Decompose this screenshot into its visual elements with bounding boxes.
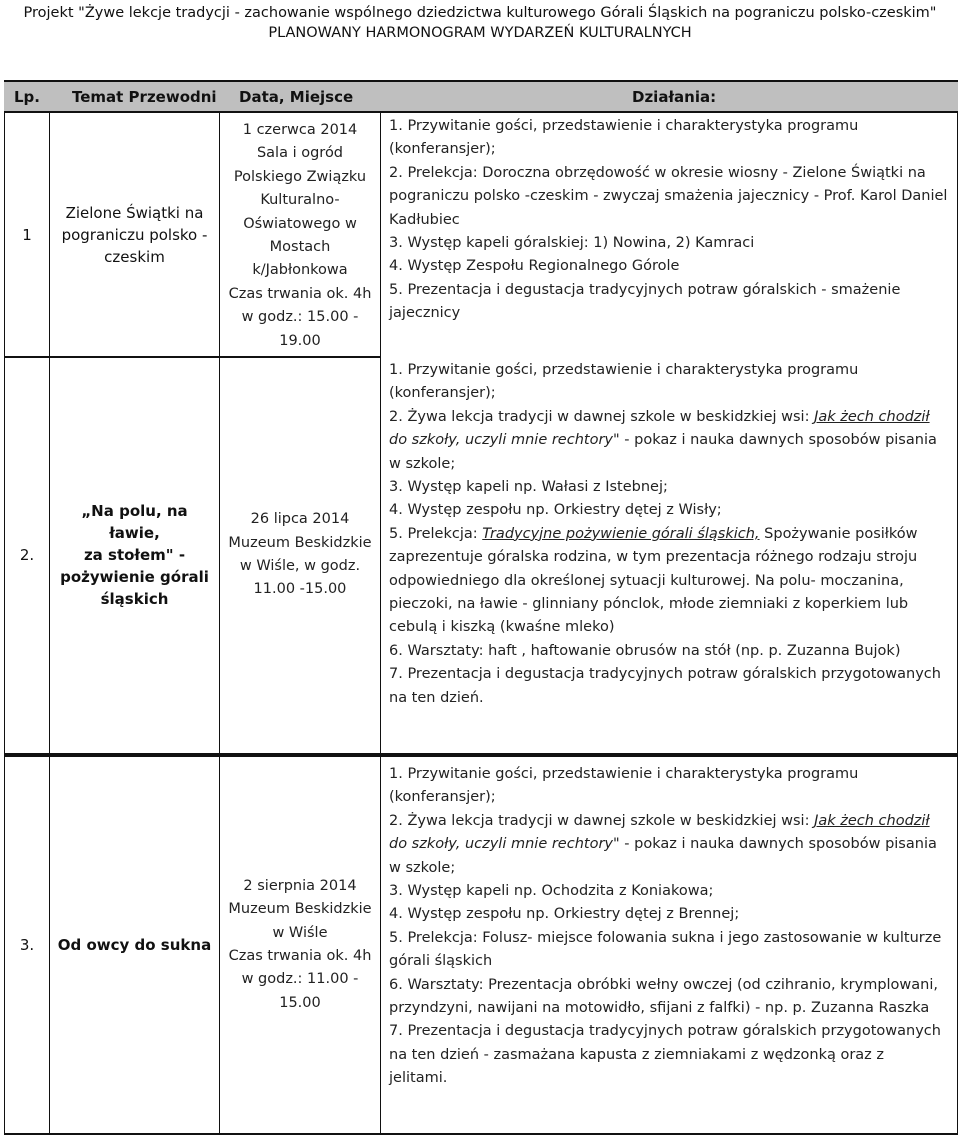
topic-line: śląskich bbox=[100, 590, 169, 608]
action-line: na ten dzień. bbox=[389, 689, 484, 706]
date-line: Czas trwania ok. 4h bbox=[228, 948, 372, 964]
action-text: - pokaz i nauka dawnych sposobów pisania bbox=[619, 432, 937, 449]
date-line: 15.00 bbox=[279, 994, 321, 1011]
action-text: - pokaz i nauka dawnych sposobów pisania bbox=[619, 836, 937, 853]
action-line: 5. Prelekcja: Folusz- miejsce folowania sukna i jego zastosowanie w kulturze bbox=[389, 929, 942, 946]
row-2-topic bbox=[49, 357, 220, 755]
action-line: pieczoki, na ławie - glinniany pónclok, młode ziemniaki z koperkiem lub bbox=[389, 596, 909, 613]
table-header bbox=[4, 80, 958, 113]
row-3-topic bbox=[49, 755, 220, 1135]
action-title-italic: Tradycyjne pożywienie górali śląskich, bbox=[482, 525, 760, 542]
action-line: 6. Warsztaty: Prezentacja obróbki wełny owczej (od czihranio, krymplowani, bbox=[389, 976, 939, 993]
action-line: górali śląskich bbox=[389, 953, 493, 970]
row-2-actions bbox=[380, 357, 958, 755]
action-line: 6. Warsztaty: haft , haftowanie obrusów na stół (np. p. Zuzanna Bujok) bbox=[389, 642, 901, 659]
row-1-date-place bbox=[219, 113, 381, 358]
action-line: odpowiedniego dla określonej sytuacji kulturowej. Na polu- moczanina, bbox=[389, 572, 904, 589]
action-text: Spożywanie posiłków bbox=[759, 525, 918, 542]
action-line: Kadłubiec bbox=[389, 211, 460, 228]
action-line: 4. Występ zespołu np. Orkiestry dętej z Wisły; bbox=[389, 502, 722, 519]
topic-line: pożywienie górali bbox=[60, 568, 209, 586]
action-line bbox=[389, 523, 953, 546]
date-line: w Wiśle bbox=[272, 924, 328, 941]
column-header-topic: Temat Przewodni bbox=[72, 88, 217, 106]
date-line: Oświatowego w bbox=[243, 215, 357, 232]
action-line: 7. Prezentacja i degustacja tradycyjnych potraw góralskich przygotowanych bbox=[389, 666, 941, 683]
action-line: 5. Prezentacja i degustacja tradycyjnych potraw góralskich - smażenie bbox=[389, 281, 901, 298]
action-line bbox=[389, 810, 953, 833]
topic-line: pograniczu polsko - bbox=[61, 225, 208, 244]
action-text: 5. Prelekcja: bbox=[389, 525, 483, 542]
date-line: Mostach bbox=[269, 239, 331, 256]
lp-value: 3. bbox=[19, 936, 35, 954]
action-line: 3. Występ kapeli np. Ochodzita z Koniakowa; bbox=[389, 883, 714, 900]
action-line bbox=[389, 833, 953, 856]
action-line: 4. Występ zespołu np. Orkiestry dętej z Brennej; bbox=[389, 906, 740, 923]
column-header-date: Data, Miejsce bbox=[239, 88, 354, 106]
date-line: 26 lipca 2014 bbox=[250, 511, 350, 528]
date-line: Sala i ogród bbox=[256, 145, 344, 162]
row-2-lp bbox=[4, 357, 50, 755]
date-line: Polskiego Związku bbox=[233, 168, 367, 185]
document-title: Projekt "Żywe lekcje tradycji - zachowanie wspólnego dziedzictwa kulturowego Górali Śląskich na pograniczu polsko-czeskim" bbox=[23, 5, 937, 21]
row-3-lp bbox=[4, 755, 50, 1135]
action-line: 1. Przywitanie gości, przedstawienie i charakterystyka programu bbox=[389, 362, 859, 378]
row-2-date-place bbox=[219, 357, 381, 755]
date-line: k/Jabłonkowa bbox=[252, 262, 348, 279]
topic-line: Zielone Świątki na bbox=[65, 203, 204, 222]
document-subtitle: PLANOWANY HARMONOGRAM WYDARZEŃ KULTURALNYCH bbox=[268, 25, 692, 41]
column-header-actions: Działania: bbox=[632, 88, 717, 106]
topic-line: „Na polu, na ławie, bbox=[81, 502, 188, 542]
lp-value: 1 bbox=[22, 225, 32, 244]
date-line: w godz.: 11.00 - bbox=[241, 971, 359, 988]
action-title-italic: do szkoły, uczyli mnie rechtory" bbox=[389, 836, 620, 853]
action-line: (konferansjer); bbox=[389, 385, 496, 402]
date-line: Muzeum Beskidzkie bbox=[228, 901, 372, 918]
action-title-italic: Jak żech chodził bbox=[814, 408, 930, 425]
row-1-actions bbox=[380, 113, 958, 358]
action-text: 2. Żywa lekcja tradycji w dawnej szkole w beskidzkiej wsi: bbox=[389, 812, 815, 829]
row-1-topic bbox=[49, 113, 220, 358]
action-line: 3. Występ kapeli góralskiej: 1) Nowina, 2) Kamraci bbox=[389, 235, 755, 252]
action-line bbox=[389, 429, 953, 452]
topic-line: czeskim bbox=[104, 247, 165, 266]
date-line: 19.00 bbox=[279, 332, 321, 349]
action-line bbox=[389, 406, 953, 429]
date-line: 11.00 -15.00 bbox=[253, 581, 347, 598]
action-line: jajecznicy bbox=[389, 305, 461, 322]
date-line: Muzeum Beskidzkie bbox=[228, 534, 372, 551]
action-title-italic: Jak żech chodził bbox=[814, 812, 930, 829]
date-line: 2 sierpnia 2014 bbox=[243, 877, 357, 894]
action-line: (konferansjer); bbox=[389, 789, 496, 806]
date-line: Czas trwania ok. 4h bbox=[228, 285, 372, 302]
action-line: 7. Prezentacja i degustacja tradycyjnych potraw góralskich przygotowanych bbox=[389, 1023, 941, 1040]
action-line: 4. Występ Zespołu Regionalnego Górole bbox=[389, 258, 680, 275]
date-line: 1 czerwca 2014 bbox=[242, 122, 358, 138]
date-line: w Wiśle, w godz. bbox=[239, 558, 361, 574]
action-line: zaprezentuje góralska rodzina, w tym prezentacja różnego rodzaju stroju bbox=[389, 549, 918, 566]
action-title-italic: do szkoły, uczyli mnie rechtory" bbox=[389, 432, 620, 449]
action-line: pograniczu polsko -czeskim - zwyczaj smażenia jajecznicy - Prof. Karol Daniel bbox=[389, 188, 948, 205]
topic-line: za stołem" - bbox=[83, 546, 186, 564]
action-line: w szkole; bbox=[389, 859, 456, 876]
date-line: Kulturalno- bbox=[260, 192, 340, 209]
action-line: na ten dzień - zasmażana kapusta z ziemniakami z wędzonką oraz z bbox=[389, 1046, 885, 1063]
action-line: przyndzyni, nawijani na motowidło, sfijani z falfki) - np. p. Zuzanna Raszka bbox=[389, 1000, 930, 1017]
action-line: 1. Przywitanie gości, przedstawienie i charakterystyka programu bbox=[389, 118, 859, 134]
lp-value: 2. bbox=[19, 546, 35, 564]
action-line: 3. Występ kapeli np. Wałasi z Istebnej; bbox=[389, 479, 668, 496]
row-3-actions bbox=[380, 755, 958, 1135]
row-1-lp bbox=[4, 113, 50, 358]
action-line: cebulą i kiszką (kwaśne mleko) bbox=[389, 619, 615, 636]
action-line: 2. Prelekcja: Doroczna obrzędowość w okresie wiosny - Zielone Świątki na bbox=[389, 164, 926, 181]
column-header-lp: Lp. bbox=[14, 88, 40, 106]
action-line: jelitami. bbox=[389, 1070, 448, 1087]
date-line: w godz.: 15.00 - bbox=[241, 309, 359, 326]
action-line: 1. Przywitanie gości, przedstawienie i charakterystyka programu bbox=[389, 766, 859, 782]
action-line: w szkole; bbox=[389, 455, 456, 472]
action-line: (konferansjer); bbox=[389, 141, 496, 158]
topic-line: Od owcy do sukna bbox=[57, 936, 212, 954]
action-text: 2. Żywa lekcja tradycji w dawnej szkole w beskidzkiej wsi: bbox=[389, 408, 815, 425]
row-3-date-place bbox=[219, 755, 381, 1135]
